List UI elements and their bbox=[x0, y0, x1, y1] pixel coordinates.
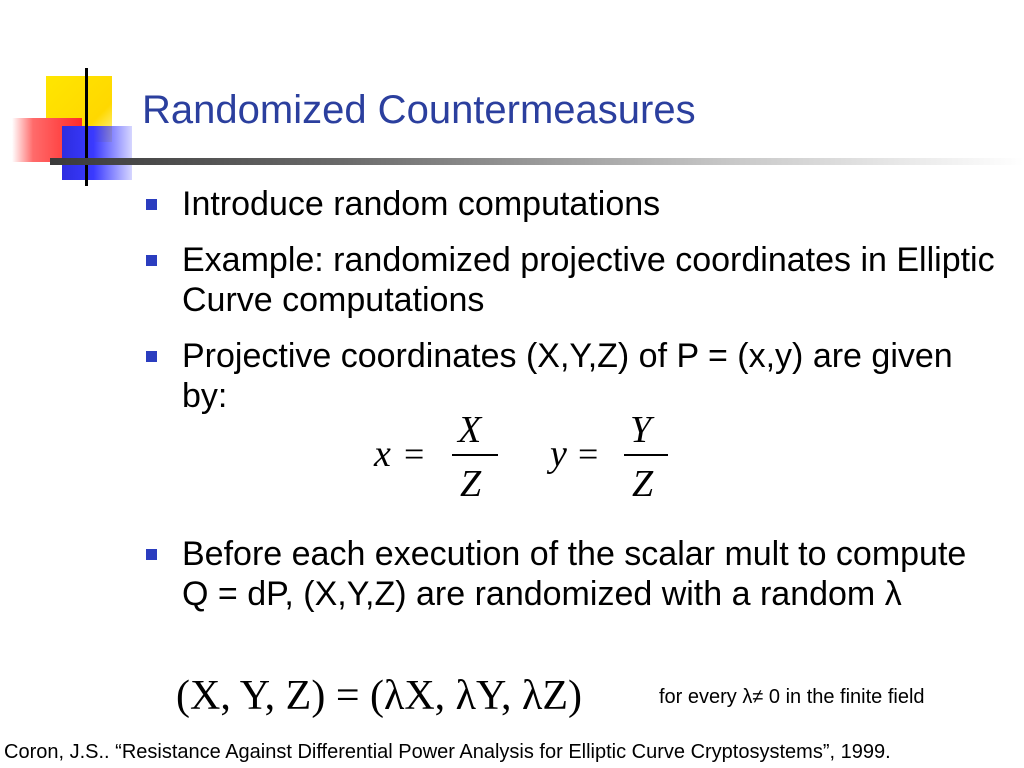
eq-y-numerator: Y bbox=[630, 410, 652, 451]
bullet-text: Introduce random computations bbox=[182, 185, 661, 223]
slide-title: Randomized Countermeasures bbox=[142, 88, 696, 132]
bullet-square-icon bbox=[146, 199, 157, 210]
randomization-equation: (X, Y, Z) = (λX, λY, λZ) bbox=[176, 673, 582, 719]
projective-coordinates-equation bbox=[372, 410, 672, 500]
eq-x-denominator: Z bbox=[460, 463, 482, 500]
eq-x-lhs: x bbox=[374, 433, 391, 475]
eq-y-denominator: Z bbox=[632, 463, 654, 500]
reference-citation: Coron, J.S.. “Resistance Against Differential Power Analysis for Elliptic Curve Cryptosystems”, 1999. bbox=[4, 741, 891, 763]
equation-note: for every λ≠ 0 in the finite field bbox=[659, 686, 925, 708]
bullet-square-icon bbox=[146, 255, 157, 266]
bullet-square-icon bbox=[146, 351, 157, 362]
title-underline-rule bbox=[50, 158, 1024, 165]
eq-equals-1: = bbox=[404, 434, 425, 474]
eq-fraction-bar-2 bbox=[624, 454, 668, 456]
bullet-text: Before each execution of the scalar mult to compute Q = dP, (X,Y,Z) are randomized with a random λ bbox=[182, 535, 967, 613]
eq-fraction-bar-1 bbox=[452, 454, 498, 456]
bullet-text: Example: randomized projective coordinates in Elliptic Curve computations bbox=[182, 241, 995, 319]
eq-x-numerator: X bbox=[458, 410, 482, 451]
bullet-square-icon bbox=[146, 549, 157, 560]
logo-blue-square bbox=[62, 126, 132, 180]
logo-vertical-line bbox=[85, 68, 88, 186]
eq-equals-2: = bbox=[578, 434, 599, 474]
eq-y-lhs: y bbox=[550, 433, 567, 475]
slide-logo-decoration bbox=[0, 0, 150, 200]
bullet-text: Projective coordinates (X,Y,Z) of P = (x,y) are given by: bbox=[182, 337, 953, 415]
